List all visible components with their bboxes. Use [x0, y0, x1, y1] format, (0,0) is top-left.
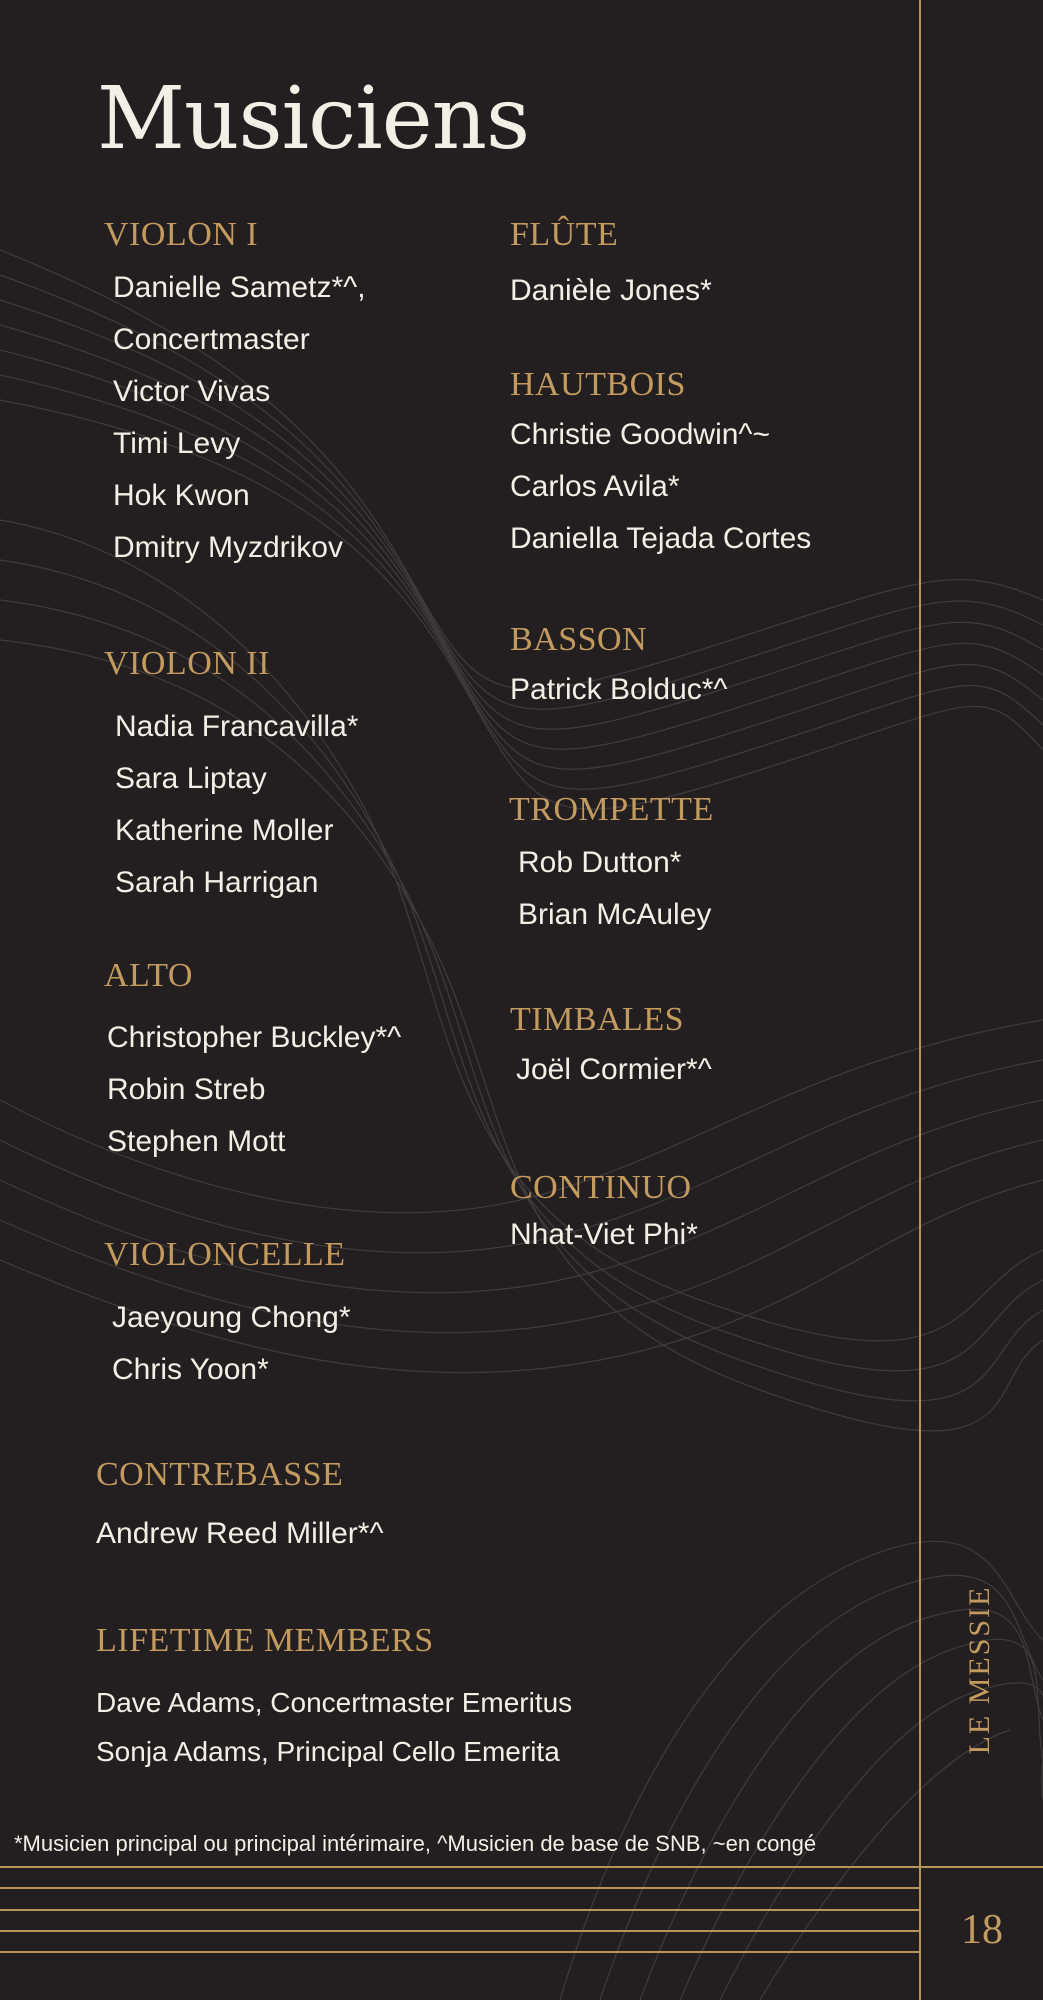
member-name: Concertmaster — [113, 323, 310, 356]
member-name: Rob Dutton* — [518, 846, 682, 879]
member-name: Stephen Mott — [107, 1125, 286, 1158]
section-heading: TROMPETTE — [509, 791, 714, 828]
member-list — [510, 265, 712, 317]
footnote: *Musicien principal ou principal intérimaire, ^Musicien de base de SNB, ~en congé — [14, 1831, 817, 1856]
member-list — [115, 701, 358, 909]
section-heading: TIMBALES — [510, 1001, 684, 1038]
member-name: Katherine Moller — [115, 814, 334, 847]
section-heading: VIOLON I — [104, 216, 259, 253]
section-violoncelle — [104, 1238, 351, 1396]
member-name: Victor Vivas — [113, 375, 271, 408]
horizontal-gold-rule — [0, 1930, 919, 1932]
section-timbales — [510, 1003, 712, 1096]
page-number: 18 — [961, 1907, 1003, 1953]
member-name: Chris Yoon* — [112, 1353, 269, 1386]
section-heading: ALTO — [104, 957, 193, 994]
member-list — [107, 1012, 401, 1168]
section-contrebasse — [96, 1458, 384, 1560]
member-name: Carlos Avila* — [510, 470, 680, 503]
section-heading: BASSON — [510, 621, 648, 658]
section-heading: CONTINUO — [510, 1169, 692, 1206]
member-list — [518, 837, 714, 941]
section-heading: LIFETIME MEMBERS — [96, 1622, 434, 1659]
member-list — [510, 1209, 698, 1261]
member-name: Nadia Francavilla* — [115, 710, 359, 743]
section-lifetime-members — [96, 1624, 572, 1776]
section-heading: FLÛTE — [510, 216, 619, 253]
member-name: Christie Goodwin^~ — [510, 418, 771, 451]
member-name: Andrew Reed Miller*^ — [96, 1517, 384, 1550]
section-alto — [104, 959, 401, 1168]
member-list — [113, 262, 366, 574]
member-name: Sara Liptay — [115, 762, 267, 795]
section-heading: VIOLON II — [104, 645, 270, 682]
member-name: Timi Levy — [113, 427, 241, 460]
member-name: Joël Cormier*^ — [516, 1053, 712, 1086]
member-list — [112, 1292, 351, 1396]
member-name: Jaeyoung Chong* — [112, 1301, 351, 1334]
member-name: Danièle Jones* — [510, 274, 712, 307]
horizontal-gold-rule — [0, 1909, 919, 1911]
page-title: Musiciens — [97, 69, 530, 169]
vertical-gold-rule — [919, 0, 921, 2000]
section-heading: VIOLONCELLE — [104, 1236, 346, 1273]
member-list — [510, 409, 811, 565]
horizontal-gold-rule — [0, 1866, 1043, 1868]
section-continuo — [510, 1171, 698, 1261]
running-title: LE MESSIE — [963, 1585, 996, 1755]
member-name: Sonja Adams, Principal Cello Emerita — [96, 1736, 560, 1767]
horizontal-gold-rule — [0, 1887, 919, 1889]
section-basson — [510, 623, 728, 716]
member-name: Patrick Bolduc*^ — [510, 673, 728, 706]
member-name: Dmitry Myzdrikov — [113, 531, 343, 564]
member-name: Robin Streb — [107, 1073, 266, 1106]
section-trompette — [509, 793, 714, 941]
member-name: Sarah Harrigan — [115, 866, 319, 899]
member-list — [96, 1508, 384, 1560]
section-heading: CONTREBASSE — [96, 1456, 344, 1493]
member-list — [510, 664, 728, 716]
horizontal-gold-rule — [0, 1951, 919, 1953]
section-violon-ii — [104, 647, 358, 909]
member-name: Hok Kwon — [113, 479, 250, 512]
member-name: Brian McAuley — [518, 898, 712, 931]
member-name: Nhat-Viet Phi* — [510, 1218, 698, 1251]
member-name: Danielle Sametz*^, — [113, 271, 366, 304]
section-heading: HAUTBOIS — [510, 366, 686, 403]
member-list — [96, 1678, 572, 1776]
member-name: Daniella Tejada Cortes — [510, 522, 812, 555]
member-list — [516, 1044, 712, 1096]
member-name: Dave Adams, Concertmaster Emeritus — [96, 1687, 573, 1718]
section-hautbois — [510, 368, 811, 565]
member-name: Christopher Buckley*^ — [107, 1021, 402, 1054]
section-violon-i — [104, 218, 366, 574]
section-flute — [510, 218, 712, 317]
